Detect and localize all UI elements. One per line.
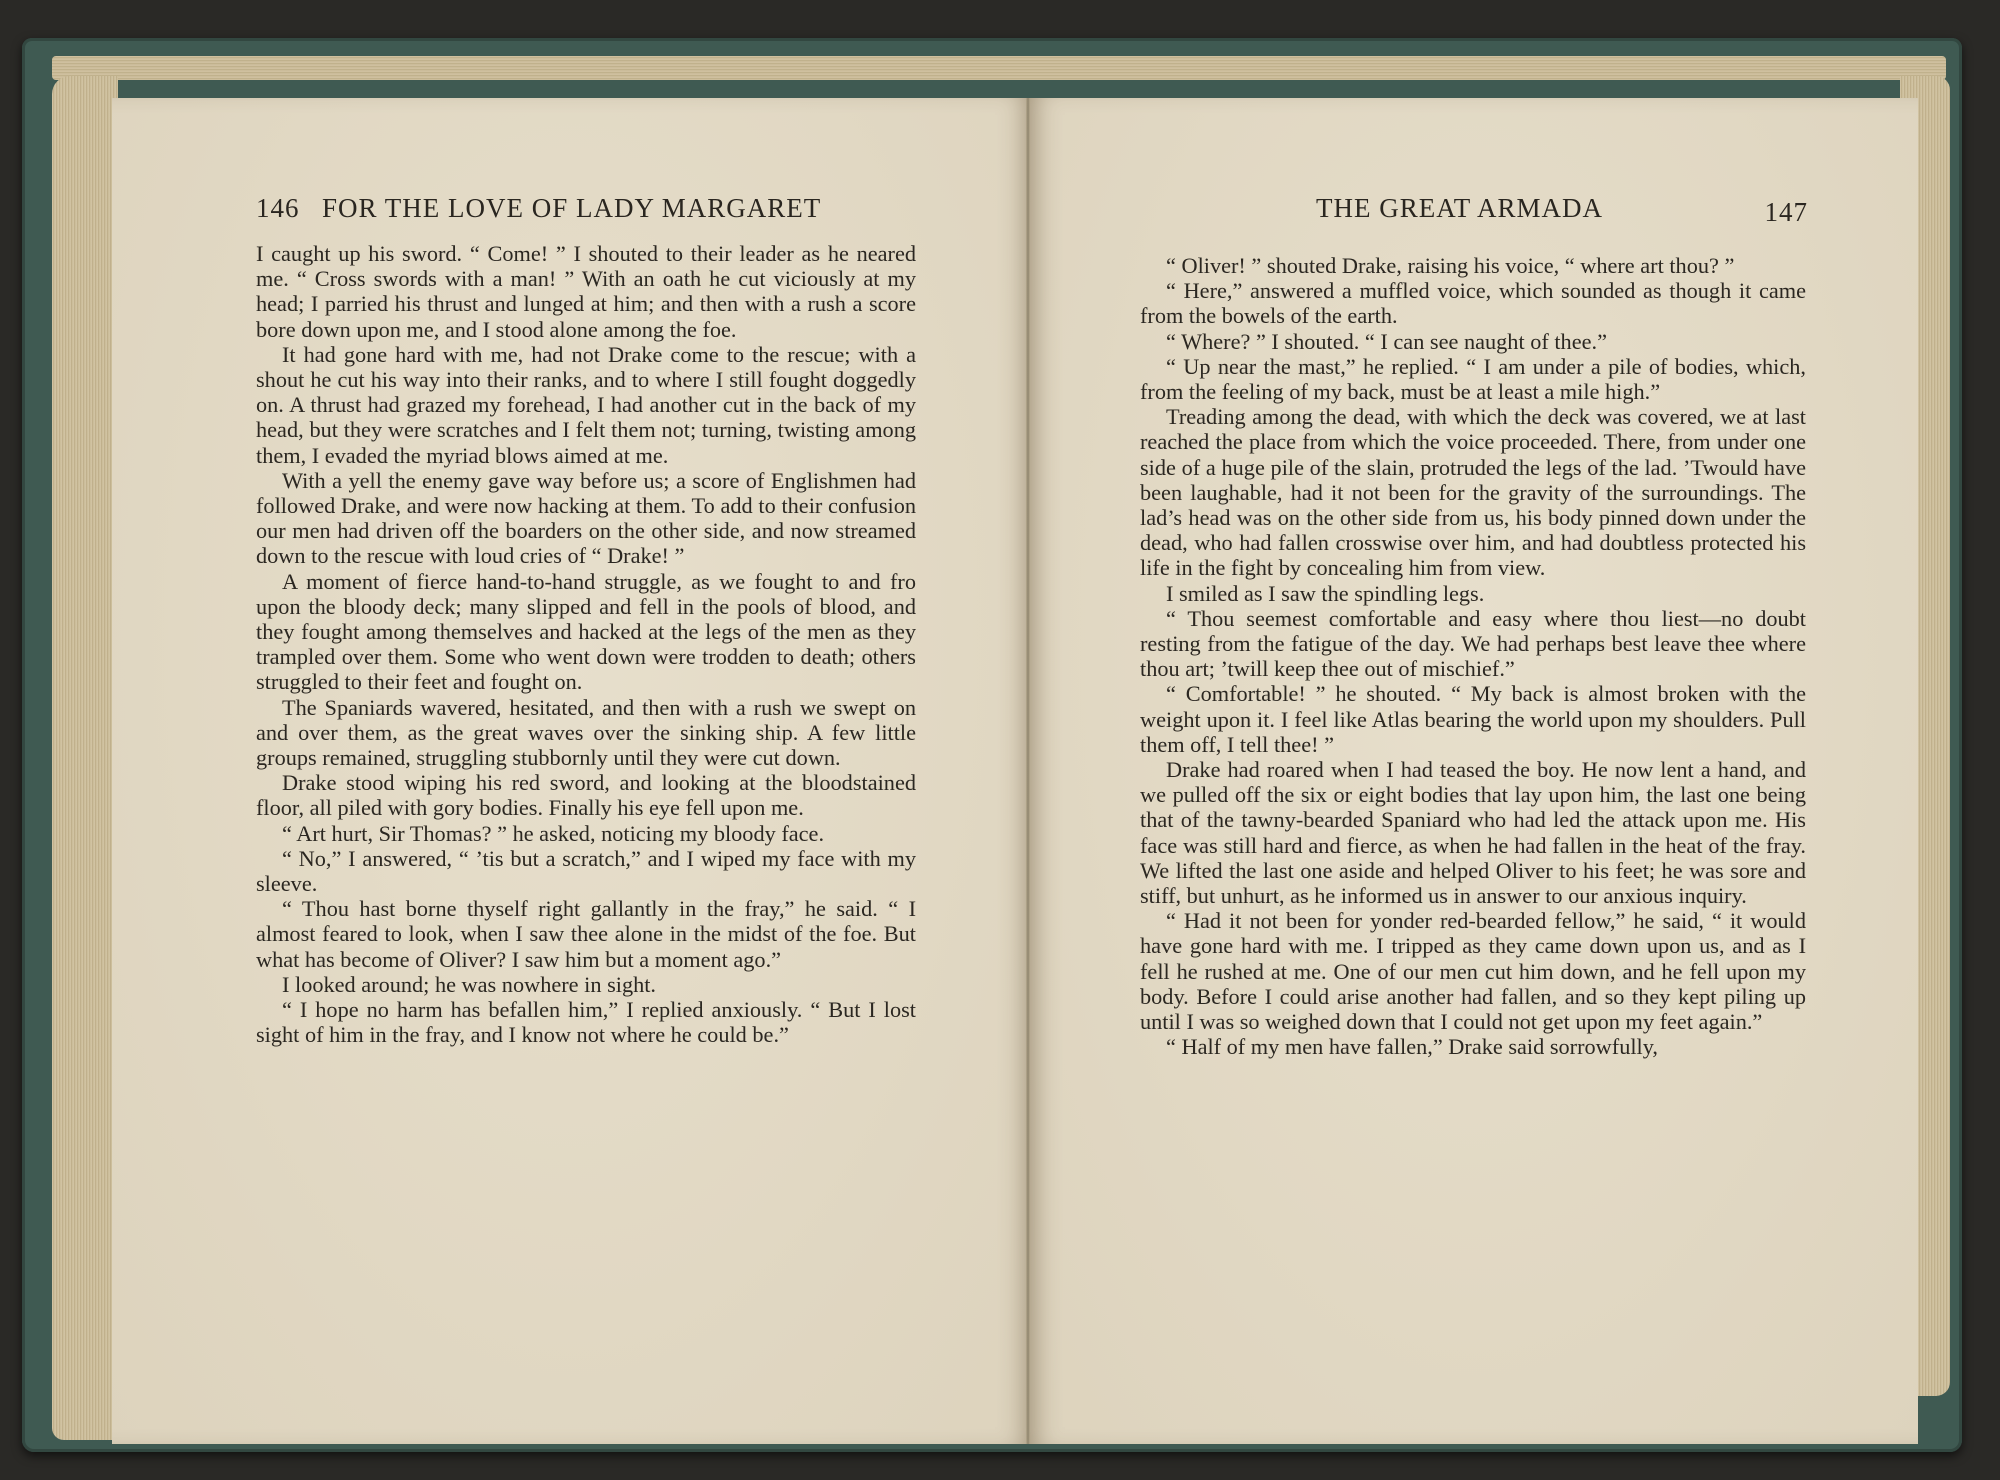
paragraph: “ Half of my men have fallen,” Drake said sorrowfully, — [1166, 1034, 1659, 1060]
left-page-text — [256, 241, 916, 1048]
right-page-text — [1140, 253, 1806, 1060]
paragraph: “ Oliver! ” shouted Drake, raising his voice, “ where art thou? ” — [1166, 253, 1735, 278]
paragraph: “ Comfortable! ” he shouted. “ My back is almost broken with the weight upon it. I feel like Atlas bearing the world upon my shoulders. Pull them off, I tell thee! ” — [1140, 681, 1806, 757]
paragraph: A moment of fierce hand-to-hand struggle, as we fought to and fro upon the bloody deck; many slipped and fell in the pools of blood, and they fought among themselves and hacked at the legs of the men as they trampled over them. Some who went down were trodden to death; others struggled to their feet and fought on. — [256, 568, 916, 695]
paragraph: The Spaniards wavered, hesitated, and then with a rush we swept on and over them, as the great waves over the sinking ship. A few little groups remained, struggling stubbornly until they were cut down. — [256, 694, 916, 771]
paragraph: Drake stood wiping his red sword, and looking at the bloodstained floor, all piled with gory bodies. Finally his eye fell upon me. — [256, 770, 916, 821]
paragraph: “ Up near the mast,” he replied. “ I am under a pile of bodies, which, from the feeling of my back, must be at least a mile high.” — [1140, 353, 1806, 405]
paragraph: Drake had roared when I had teased the boy. He now lent a hand, and we pulled off the six or eight bodies that lay upon him, the last one being that of the tawny-bearded Spaniard who had led the attack upon me. His face was still hard and fierce, as when he had fallen in the heat of the fray. We lifted the last one aside and helped Oliver to his feet; he was sore and stiff, but unhurt, as he informed us in answer to our anxious inquiry. — [1140, 757, 1806, 909]
book-page-edges-left — [52, 76, 118, 1440]
paragraph: I smiled as I saw the spindling legs. — [1166, 580, 1485, 606]
paragraph: “ I hope no harm has befallen him,” I replied anxiously. “ But I lost sight of him in the fray, and I know not where he could be.” — [256, 997, 916, 1048]
book-page-edges-top — [52, 56, 1946, 80]
left-running-title: FOR THE LOVE OF LADY MARGARET — [322, 193, 822, 223]
right-running-title: THE GREAT ARMADA — [1316, 193, 1604, 223]
paragraph: “ No,” I answered, “ ’tis but a scratch,” and I wiped my face with my sleeve. — [256, 845, 916, 897]
paragraph: “ Art hurt, Sir Thomas? ” he asked, noticing my bloody face. — [282, 820, 825, 846]
book-gutter — [1026, 98, 1030, 1444]
paragraph: “ Where? ” I shouted. “ I can see naught of thee.” — [1166, 328, 1607, 354]
paragraph: “ Had it not been for yonder red-bearded fellow,” he said, “ it would have gone hard with me. I tripped as they came down upon us, and as I fell he rushed at me. One of our men cut him down, and he fell upon my body. Before I could arise another had fallen, and so they kept piling up until I was so weighed down that I could not get upon my feet again.” — [1140, 908, 1806, 1035]
right-running-head — [1316, 193, 1808, 229]
paragraph: It had gone hard with me, had not Drake come to the rescue; with a shout he cut his way into their ranks, and to where I still fought doggedly on. A thrust had grazed my forehead, I had another cut in the back of my head, but they were scratches and I felt them not; turning, twisting among them, I evaded the myriad blows aimed at me. — [256, 341, 916, 468]
paragraph: “ Here,” answered a muffled voice, which sounded as though it came from the bowels of the earth. — [1140, 278, 1806, 329]
left-running-head — [256, 193, 916, 229]
paragraph: Treading among the dead, with which the deck was covered, we at last reached the place from which the voice proceeded. There, from under one side of a huge pile of the slain, protruded the legs of the lad. ’Twould have been laughable, had it not been for the gravity of the surroundings. The lad’s head was on the other side from us, his body pinned down under the dead, who had fallen crosswise over him, and had doubtless protected his life in the fight by concealing him from view. — [1140, 404, 1806, 581]
paragraph: “ Thou hast borne thyself right gallantly in the fray,” he said. “ I almost feared to look, when I saw thee alone in the midst of the foe. But what has become of Oliver? I saw him but a moment ago.” — [256, 896, 916, 972]
paragraph: I caught up his sword. “ Come! ” I shouted to their leader as he neared me. “ Cross swords with a man! ” With an oath he cut viciously at my head; I parried his thrust and lunged at him; and then with a rush a score bore down upon me, and I stood alone among the foe. — [256, 241, 916, 342]
paragraph: “ Thou seemest comfortable and easy where thou liest—no doubt resting from the fatigue of the day. We had perhaps best leave thee where thou art; ’twill keep thee out of mischief.” — [1140, 605, 1806, 682]
paragraph: I looked around; he was nowhere in sight. — [282, 971, 657, 997]
paragraph: With a yell the enemy gave way before us; a score of Englishmen had followed Drake, and were now hacking at them. To add to their confusion our men had driven off the boarders on the other side, and now streamed down to the rescue with loud cries of “ Drake! ” — [256, 467, 916, 569]
right-page-number: 147 — [1764, 197, 1808, 227]
left-page-number: 146 — [256, 193, 300, 223]
